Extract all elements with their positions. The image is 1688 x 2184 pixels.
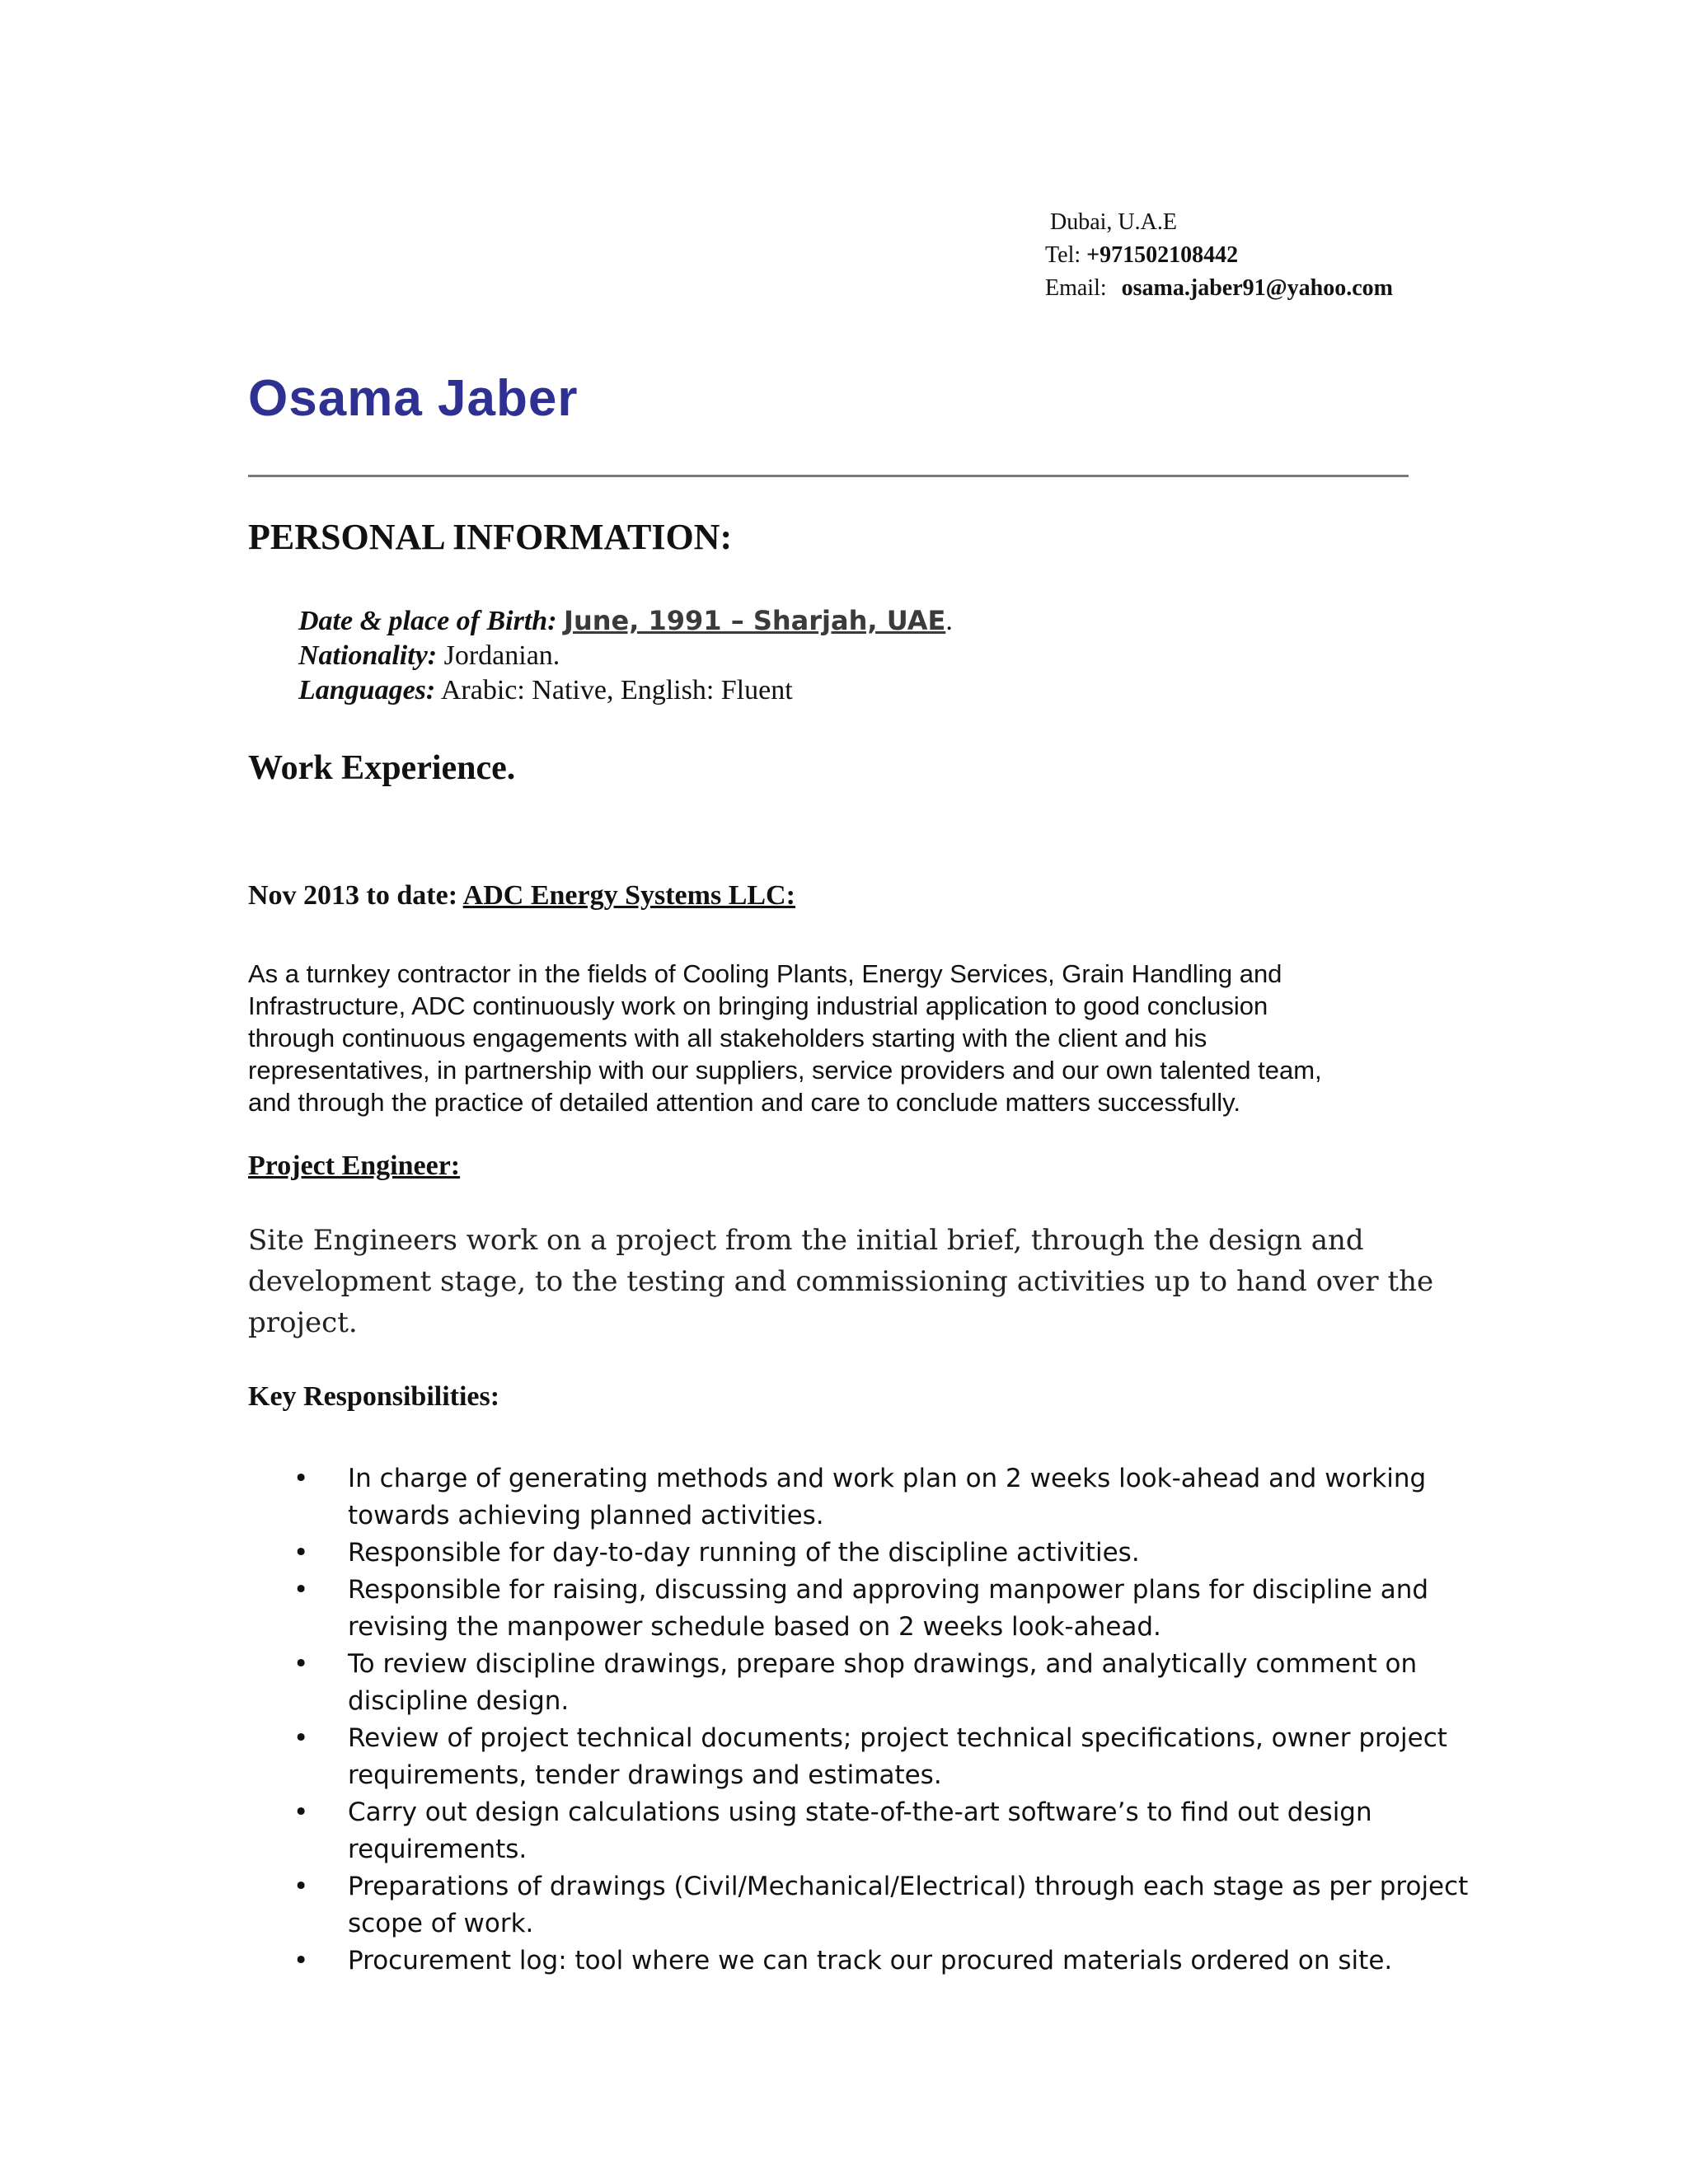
personal-info-block [298, 603, 953, 708]
job-header [248, 880, 795, 912]
bullet-icon: • [293, 1723, 309, 1753]
bullet-icon: • [293, 1538, 309, 1568]
list-item-line: discipline design. [348, 1686, 570, 1716]
list-item [293, 1794, 1464, 1868]
company-description-line: through continuous engagements with all stakeholders starting with the client and his [248, 1024, 1207, 1052]
company-name: ADC Energy Systems LLC: [462, 880, 795, 911]
role-title: Project Engineer: [248, 1151, 461, 1181]
list-item-line: scope of work. [348, 1909, 534, 1938]
list-item-line: requirements. [348, 1835, 528, 1864]
personal-info-heading: PERSONAL INFORMATION: [248, 517, 733, 557]
languages-row [298, 673, 953, 708]
nationality-row [298, 639, 953, 673]
role-description-line: Site Engineers work on a project from the initial brief, through the design and [248, 1224, 1364, 1257]
list-item-line: towards achieving planned activities. [348, 1501, 824, 1530]
company-description-line: As a turnkey contractor in the fields of Cooling Plants, Energy Services, Grain Handling and [248, 959, 1282, 988]
company-description [248, 958, 1435, 1118]
contact-city: Dubai, U.A.E [1050, 209, 1177, 235]
company-description-line: representatives, in partnership with our suppliers, service providers and our own talented team, [248, 1056, 1322, 1085]
birth-value: June, 1991 – Sharjah, UAE [564, 605, 946, 636]
email-value: osama.jaber91@yahoo.com [1121, 275, 1393, 301]
birth-end: . [945, 606, 953, 636]
company-description-line: Infrastructure, ADC continuously work on bringing industrial application to good conclusion [248, 991, 1268, 1020]
list-item-line: To review discipline drawings, prepare shop drawings, and analytically comment on [348, 1649, 1418, 1679]
list-item-line: requirements, tender drawings and estimates. [348, 1760, 942, 1790]
list-item-line: Carry out design calculations using state-of-the-art software’s to find out design [348, 1797, 1372, 1827]
email-label: Email: [1045, 275, 1107, 301]
responsibilities-list [293, 1460, 1469, 1980]
birth-row [298, 603, 953, 639]
languages-label: Languages: [298, 675, 436, 705]
list-item-line: In charge of generating methods and work plan on 2 weeks look-ahead and working [348, 1464, 1427, 1493]
list-item-line: Responsible for raising, discussing and approving manpower plans for discipline and [348, 1575, 1429, 1605]
birth-label: Date & place of Birth: [298, 606, 557, 636]
company-description-line: and through the practice of detailed attention and care to conclude matters successfully. [248, 1088, 1240, 1117]
header-divider [248, 475, 1409, 477]
list-item [293, 1943, 1464, 1980]
bullet-icon: • [293, 1464, 309, 1493]
contact-phone [1045, 239, 1393, 272]
list-item-line: revising the manpower schedule based on 2 weeks look-ahead. [348, 1612, 1161, 1642]
nationality-value: Jordanian. [443, 640, 560, 671]
role-description-line: development stage, to the testing and commissioning activities up to hand over the [248, 1265, 1434, 1298]
list-item [293, 1720, 1464, 1794]
bullet-icon: • [293, 1946, 309, 1975]
list-item-line: Responsible for day-to-day running of the discipline activities. [348, 1538, 1140, 1568]
contact-email [1045, 272, 1393, 305]
work-experience-heading: Work Experience. [248, 749, 516, 787]
list-item-line: Preparations of drawings (Civil/Mechanical/Electrical) through each stage as per project [348, 1872, 1469, 1901]
bullet-icon: • [293, 1872, 309, 1901]
responsibilities-heading: Key Responsibilities: [248, 1381, 500, 1412]
nationality-label: Nationality: [298, 640, 438, 671]
contact-block [1045, 206, 1393, 305]
list-item [293, 1646, 1464, 1720]
role-description-line: project. [248, 1306, 358, 1339]
list-item [293, 1535, 1464, 1572]
phone-value: +971502108442 [1086, 242, 1239, 268]
role-description [248, 1220, 1451, 1343]
list-item [293, 1868, 1469, 1943]
job-period: Nov 2013 to date: [248, 880, 463, 911]
list-item [293, 1460, 1464, 1535]
bullet-icon: • [293, 1797, 309, 1827]
list-item [293, 1572, 1464, 1646]
list-item-line: Review of project technical documents; project technical specifications, owner project [348, 1723, 1447, 1753]
list-item-line: Procurement log: tool where we can track our procured materials ordered on site. [348, 1946, 1393, 1975]
languages-value: Arabic: Native, English: Fluent [440, 675, 793, 705]
phone-label: Tel: [1045, 242, 1087, 268]
bullet-icon: • [293, 1649, 309, 1679]
bullet-icon: • [293, 1575, 309, 1605]
candidate-name: Osama Jaber [248, 370, 579, 427]
